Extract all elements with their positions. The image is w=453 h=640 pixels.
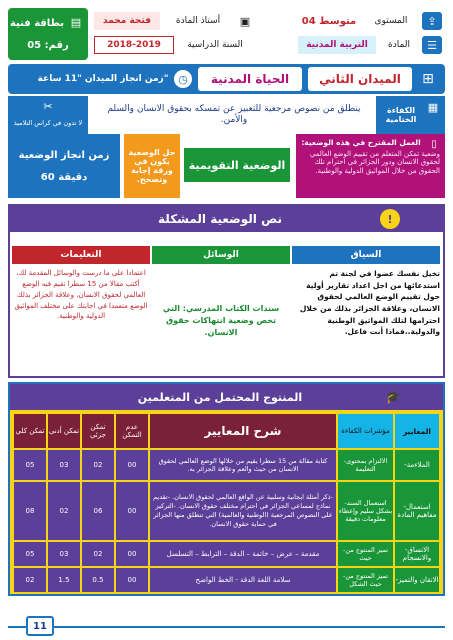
layers-icon: ☰ bbox=[422, 36, 442, 54]
row1-none: 00 bbox=[116, 450, 148, 480]
row2-minimal: 02 bbox=[48, 482, 80, 540]
row3-minimal: 03 bbox=[48, 542, 80, 566]
proposed-label: العمل المقترح في هذه الوضعية: bbox=[301, 137, 421, 147]
note-text: لا تدون في كراس التلاميذ bbox=[13, 119, 83, 127]
th-full: تمكن كلي bbox=[14, 414, 46, 448]
proposed-text: وضعية تمكن المتعلم من تقييم الوضع العالمي لحقوق الانسان ودور الجزائر في احترام تلك الحقوق من خلال المواثيق الدولية والوطنية. bbox=[309, 150, 440, 175]
row3-indicator: -تميز المنتوج من حيث bbox=[338, 542, 393, 566]
row3-criterion: -الاتساق والانسجام bbox=[395, 542, 439, 566]
header bbox=[8, 8, 445, 60]
row4-rubric: سلامة اللغة الدقة - الخط الواضح bbox=[150, 568, 336, 592]
duration-value: 60 دقيقة bbox=[40, 171, 88, 183]
row1-full: 05 bbox=[14, 450, 46, 480]
year-value: 2018-2019 bbox=[94, 36, 174, 54]
row2-none: 00 bbox=[116, 482, 148, 540]
means-header: الوسائل bbox=[152, 246, 290, 264]
row4-criterion: -الاتقان والتميز bbox=[395, 568, 439, 592]
instructions-text: اعتمادا على ما درست والوسائل المقدمة لك، أكتب مقالا من 15 سطرا تقيم فيه الوضع العالمي لحقوق الانسان، وعلاقة الجزائر بذلك الوضع متعمدا في اجابتك على مختلف المواثيق الدولية والوطنية. bbox=[14, 269, 148, 321]
problem-title: نص الوضعية المشكلة bbox=[158, 212, 282, 226]
row2-indicator: -استعمال السند بشكل سليم وإعطاء معلومات دقيقة bbox=[338, 482, 393, 540]
row3-partial: 02 bbox=[82, 542, 114, 566]
subject-value: التربية المدنية bbox=[298, 36, 376, 54]
graduation-cap-icon: 🎓 bbox=[385, 390, 401, 404]
calculator-icon: ▦ bbox=[427, 100, 439, 114]
card-box bbox=[8, 8, 88, 60]
alert-gear-icon: ! bbox=[380, 209, 400, 229]
row2-full: 08 bbox=[14, 482, 46, 540]
row3-rubric: مقدمة – عرض – خاتمة – الدقة – الترابط – التسلسل bbox=[150, 542, 336, 566]
assessment-box: الوضعية التقويمية bbox=[184, 148, 290, 182]
teacher-value: فتحة محمد bbox=[94, 12, 160, 30]
row2-rubric: -ذكر أمثلة ايجابية وسلبية عن الواقع العالمي لحقوق الانسان. -تقديم نماذج لمساعي الجزائر في احترام مختلف حقوق الانسان. -التركيز على النصوص المرجعية (الوطنية والعالمية) التي تنطلق منها الجزائر في حماية حقوق الانسان. bbox=[150, 482, 336, 540]
note-box bbox=[8, 96, 88, 134]
card-number: رقم: 05 bbox=[27, 39, 69, 51]
duration-box bbox=[8, 134, 120, 198]
row1-rubric: كتابة مقالة من 15 سطرا يقيم من خلالها الوضع العالمي لحقوق الانسان من حيث والعم وعلاقة الجزائر به. bbox=[150, 450, 336, 480]
problem-section bbox=[8, 204, 445, 378]
document-icon: ▯ bbox=[431, 138, 437, 150]
row3-none: 00 bbox=[116, 542, 148, 566]
teacher-label: أستاذ المادة bbox=[175, 16, 221, 26]
banner-subject: الحياة المدنية bbox=[198, 67, 302, 91]
th-criteria: المعايير bbox=[395, 414, 439, 448]
th-partial: تمكن جزئي bbox=[82, 414, 114, 448]
proposed-box bbox=[296, 134, 445, 198]
row1-indicator: -الالتزام بمحتوى التعليمة bbox=[338, 450, 393, 480]
solution-box: حل الوضعية يكون في ورقة إجابة وتصحح. bbox=[124, 134, 180, 198]
means-text: سندات الكتاب المدرسي: التي تخص وضعية انتهاكات حقوق الانسان. bbox=[162, 304, 280, 337]
row1-minimal: 03 bbox=[48, 450, 80, 480]
product-title: المنتوج المحتمل من المتعلمين bbox=[137, 390, 303, 404]
th-none: عدم التمكن bbox=[116, 414, 148, 448]
footer-rule bbox=[8, 626, 445, 628]
book-icon: ▤ bbox=[70, 15, 82, 29]
situation-row bbox=[8, 134, 445, 198]
page-number: 11 bbox=[26, 616, 54, 636]
th-minimal: تمكن أدنى bbox=[48, 414, 80, 448]
competence-label: الكفاءة الختامية bbox=[385, 106, 417, 124]
product-section bbox=[8, 382, 445, 596]
row1-criterion: -الملاءمة bbox=[395, 450, 439, 480]
row4-indicator: -تميز المنتوج من حيث الشكل bbox=[338, 568, 393, 592]
field-title: الميدان الثاني bbox=[308, 67, 412, 91]
level-value: 04 متوسط bbox=[301, 15, 357, 27]
row1-partial: 02 bbox=[82, 450, 114, 480]
context-text: تخيل نفسك عضوا في لجنة تم استدعائها من اجل اعداد تقارير أولية حول تقييم الوضع العالمي لحقوق الانسان، وعلاقة الجزائر بذلك من خلال احترامها لتلك المواثيق الوطنية والدولية..فماذا أنت فاعل. bbox=[299, 269, 440, 337]
subject-label: المادة bbox=[388, 40, 410, 50]
briefcase-icon: ▣ bbox=[239, 14, 251, 28]
product-title-bar bbox=[10, 384, 443, 410]
context-header: السياق bbox=[292, 246, 440, 264]
row4-partial: 0.5 bbox=[82, 568, 114, 592]
row2-partial: 06 bbox=[82, 482, 114, 540]
row3-full: 05 bbox=[14, 542, 46, 566]
instructions-header: التعليمات bbox=[12, 246, 150, 264]
upload-icon: ⇪ bbox=[422, 12, 442, 30]
competence-text: ينطلق من نصوص مرجعية للتعبير عن تمسكه بحقوق الانسان والسلم والأمن. bbox=[107, 104, 361, 125]
stack-icon: ⊞ bbox=[422, 71, 434, 87]
competence-row bbox=[8, 96, 445, 134]
banner bbox=[8, 64, 445, 94]
time-label: زمن انجاز الميدان "11 ساعة" bbox=[37, 74, 169, 84]
problem-title-bar bbox=[10, 206, 443, 232]
duration-label: زمن انجاز الوضعية bbox=[18, 149, 110, 161]
row2-criterion: -استعمال مفاهيم المادة bbox=[395, 482, 439, 540]
level-label: المستوى bbox=[374, 16, 408, 26]
th-rubric: شرح المعايير bbox=[150, 414, 336, 448]
row4-none: 00 bbox=[116, 568, 148, 592]
row4-full: 02 bbox=[14, 568, 46, 592]
row4-minimal: 1.5 bbox=[48, 568, 80, 592]
card-title: بطاقة فنية bbox=[9, 17, 65, 29]
th-indicators: مؤشرات الكفاءة bbox=[338, 414, 393, 448]
competence-box bbox=[376, 96, 445, 134]
year-label: السنة الدراسية bbox=[187, 40, 243, 50]
scissors-icon: ✂ bbox=[43, 99, 53, 113]
clock-icon: ◷ bbox=[174, 70, 192, 88]
